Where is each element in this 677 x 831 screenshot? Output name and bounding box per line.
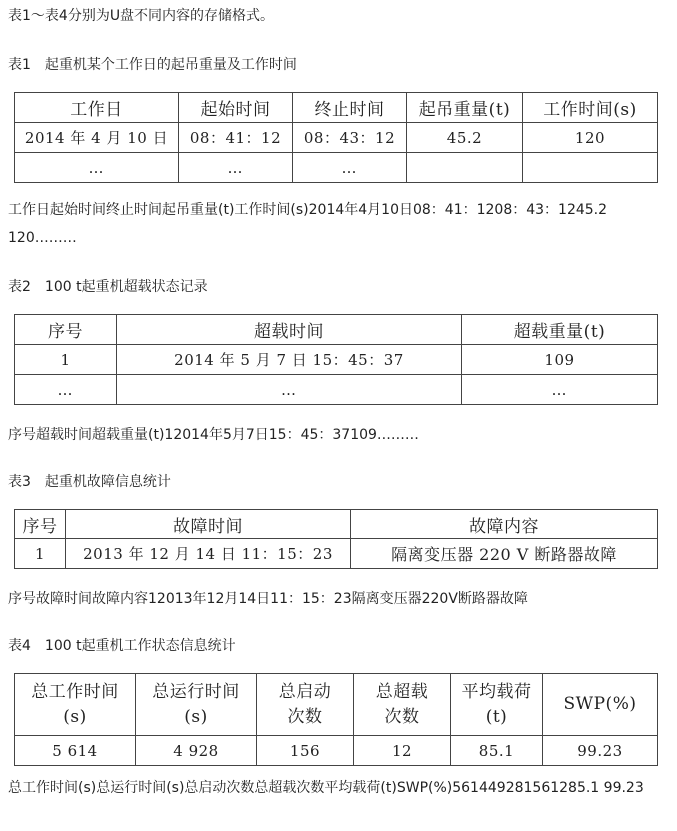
header-line: 次数: [384, 706, 420, 727]
table2-flat-text: 序号超载时间超载重量(t)12014年5月7日15：45：37109………: [8, 427, 419, 443]
table-cell: 5 614: [15, 736, 136, 766]
table-header-row: [15, 93, 658, 123]
header-cell: 故障内容: [351, 510, 658, 539]
header-cell: [15, 674, 136, 736]
header-cell: [451, 674, 543, 736]
table-cell: …: [15, 375, 117, 405]
table-cell: 1: [15, 539, 66, 569]
table-header-row: [15, 315, 658, 345]
table-cell: 2013 年 12 月 14 日 11：15：23: [66, 539, 351, 569]
header-cell: 序号: [15, 510, 66, 539]
header-line: 次数: [287, 706, 323, 727]
table-row: [15, 736, 658, 766]
header-cell: [543, 674, 658, 736]
table-row: [15, 345, 658, 375]
table1: [14, 92, 658, 183]
header-line: (s): [184, 706, 208, 727]
table-cell: 08：43：12: [293, 123, 407, 153]
table-cell: 45.2: [407, 123, 523, 153]
intro-text: 表1～表4分别为U盘不同内容的存储格式。: [8, 8, 275, 24]
header-line: 总启动: [278, 681, 332, 702]
header-cell: 超载重量(t): [462, 315, 658, 345]
table-cell: 08：41：12: [179, 123, 293, 153]
header-line: 总运行时间: [152, 681, 240, 702]
header-line: (s): [63, 706, 87, 727]
table-cell: …: [293, 153, 407, 183]
table4-flat-text: 总工作时间(s)总运行时间(s)总启动次数总超载次数平均载荷(t)SWP(%)561449281561285.1 99.23: [8, 780, 644, 796]
header-line: 平均载荷: [461, 681, 532, 702]
table-cell: 120: [523, 123, 658, 153]
table-cell: 109: [462, 345, 658, 375]
header-cell: 超载时间: [117, 315, 462, 345]
header-cell: 起始时间: [179, 93, 293, 123]
header-cell: [136, 674, 257, 736]
table-cell: [407, 153, 523, 183]
table2-caption: 表2 100 t起重机超载状态记录: [8, 279, 208, 295]
table-cell: 2014 年 4 月 10 日: [15, 123, 179, 153]
table-cell: 2014 年 5 月 7 日 15：45：37: [117, 345, 462, 375]
header-cell: 终止时间: [293, 93, 407, 123]
table3-flat-text: 序号故障时间故障内容12013年12月14日11：15：23隔离变压器220V断路器故障: [8, 591, 528, 607]
table1-flat-text: 工作日起始时间终止时间起吊重量(t)工作时间(s)2014年4月10日08：41：1208：43：1245.2 120………: [8, 202, 608, 246]
table3-caption: 表3 起重机故障信息统计: [8, 474, 171, 490]
table-cell: 隔离变压器 220 V 断路器故障: [351, 539, 658, 569]
table4: [14, 673, 658, 766]
table-cell: [523, 153, 658, 183]
table-cell: …: [15, 153, 179, 183]
table-row: [15, 375, 658, 405]
header-cell: 故障时间: [66, 510, 351, 539]
header-cell: 工作日: [15, 93, 179, 123]
header-cell: 工作时间(s): [523, 93, 658, 123]
header-line: (t): [485, 706, 508, 727]
table-header-row: [15, 510, 658, 539]
table-cell: …: [179, 153, 293, 183]
header-line: SWP(%): [563, 694, 637, 714]
table-cell: 4 928: [136, 736, 257, 766]
table-cell: 1: [15, 345, 117, 375]
header-cell: 序号: [15, 315, 117, 345]
table-cell: 99.23: [543, 736, 658, 766]
table-cell: 156: [257, 736, 354, 766]
table-cell: 12: [354, 736, 451, 766]
table-row: [15, 153, 658, 183]
table-row: [15, 539, 658, 569]
header-line: 总工作时间: [31, 681, 119, 702]
header-cell: 起吊重量(t): [407, 93, 523, 123]
table-cell: …: [117, 375, 462, 405]
table-header-row: [15, 674, 658, 736]
header-line: 总超载: [375, 681, 429, 702]
table-cell: …: [462, 375, 658, 405]
table-cell: 85.1: [451, 736, 543, 766]
table2: [14, 314, 658, 405]
table-row: [15, 123, 658, 153]
header-cell: [257, 674, 354, 736]
table3: [14, 509, 658, 569]
table4-caption: 表4 100 t起重机工作状态信息统计: [8, 638, 236, 654]
header-cell: [354, 674, 451, 736]
table1-caption: 表1 起重机某个工作日的起吊重量及工作时间: [8, 57, 297, 73]
